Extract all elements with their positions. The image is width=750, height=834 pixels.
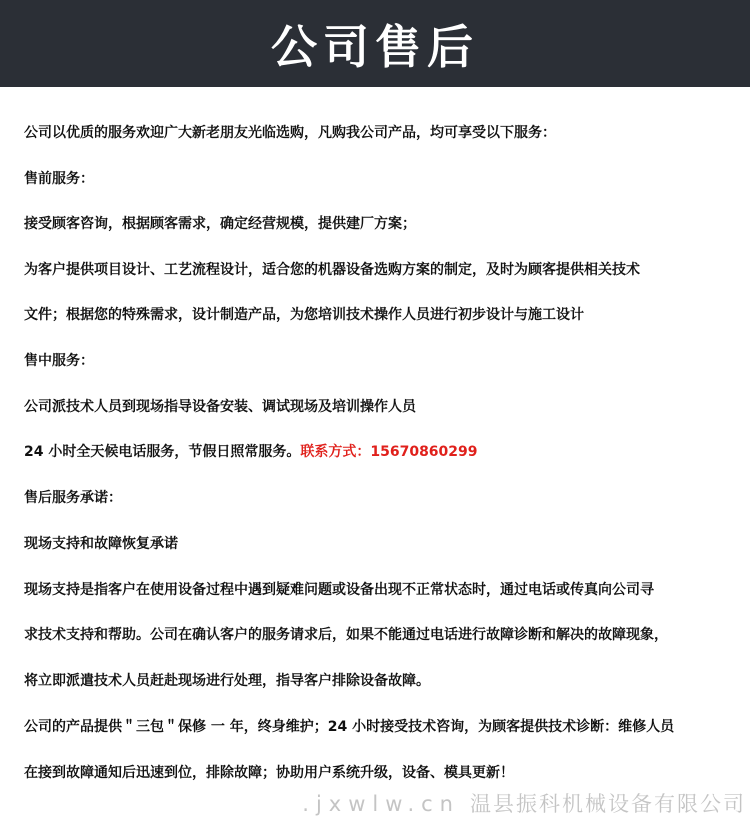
warranty-para-2: 在接到故障通知后迅速到位，排除故障；协助用户系统升级，设备、模具更新！ (24, 765, 514, 781)
header-banner (0, 0, 750, 87)
in-sale-item-2 (24, 442, 478, 462)
page-title: 公司售后 (271, 19, 479, 74)
watermark-domain: .jxwlw.cn (302, 792, 460, 816)
phone-service-text: 24 小时全天候电话服务，节假日照常服务。 (24, 444, 301, 460)
watermark-company: 温县振科机械设备有限公司 (470, 792, 746, 816)
in-sale-item-1: 公司派技术人员到现场指导设备安装、调试现场及培训操作人员 (24, 399, 416, 415)
intro-paragraph: 公司以优质的服务欢迎广大新老朋友光临选购，凡购我公司产品，均可享受以下服务： (24, 125, 556, 141)
watermark (302, 788, 746, 818)
pre-sale-heading: 售前服务： (24, 171, 94, 187)
in-sale-heading: 售中服务： (24, 353, 94, 369)
after-sale-para-1: 现场支持是指客户在使用设备过程中遇到疑难问题或设备出现不正常状态时，通过电话或传真向公司寻 (24, 582, 654, 598)
warranty-para-1: 公司的产品提供＂三包＂保修 一 年，终身维护；24 小时接受技术咨询，为顾客提供技术诊断：维修人员 (24, 719, 675, 735)
after-sale-para-2: 求技术支持和帮助。公司在确认客户的服务请求后，如果不能通过电话进行故障诊断和解决的故障现象， (24, 627, 668, 643)
after-sale-para-3: 将立即派遣技术人员赶赴现场进行处理，指导客户排除设备故障。 (24, 673, 430, 689)
after-sale-heading: 售后服务承诺： (24, 490, 122, 506)
after-sale-subheading: 现场支持和故障恢复承诺 (24, 536, 178, 552)
pre-sale-item-2-cont: 文件；根据您的特殊需求，设计制造产品，为您培训技术操作人员进行初步设计与施工设计 (24, 307, 584, 323)
pre-sale-item-1: 接受顾客咨询，根据顾客需求，确定经营规模，提供建厂方案； (24, 216, 416, 232)
contact-phone: 联系方式：15670860299 (300, 444, 478, 460)
pre-sale-item-2: 为客户提供项目设计、工艺流程设计，适合您的机器设备选购方案的制定，及时为顾客提供相关技术 (24, 262, 640, 278)
